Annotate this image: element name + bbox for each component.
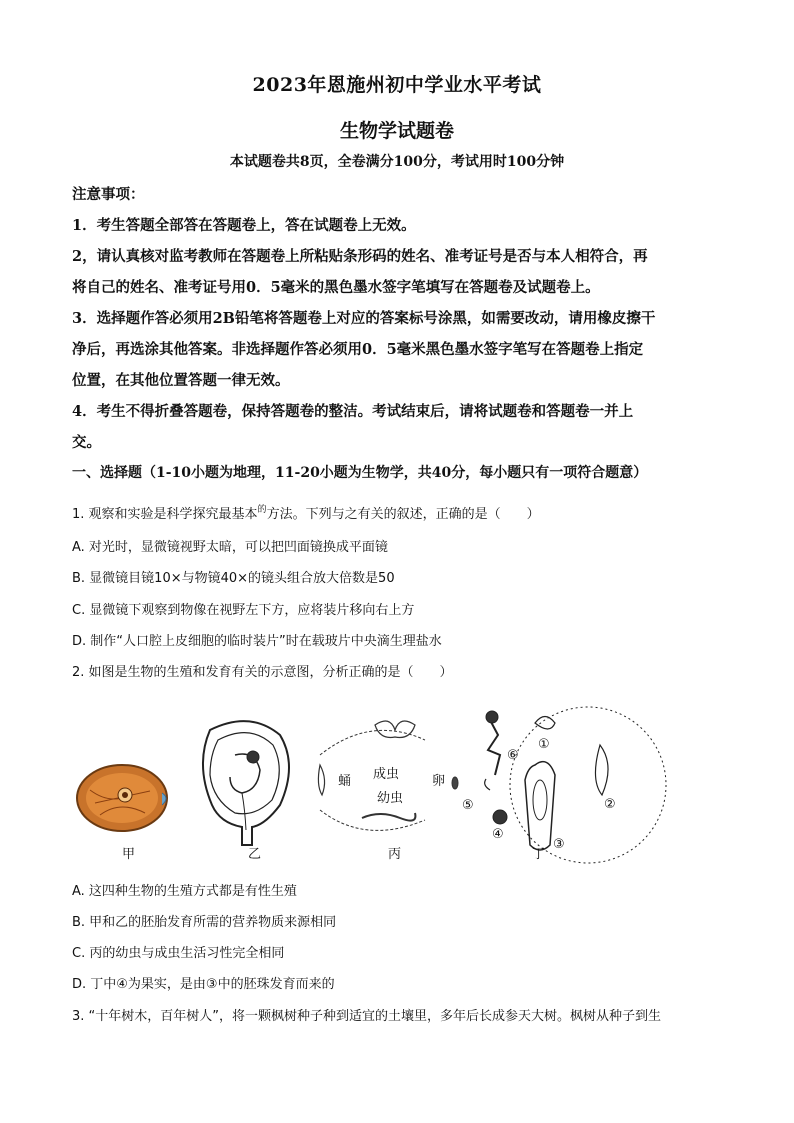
reproduction-figure (70, 695, 720, 870)
label-pupa: 蛹 (338, 774, 352, 789)
option-a: A. 这四种生物的生殖方式都是有性生殖 (72, 884, 297, 899)
label-circled-1: ① (538, 737, 550, 752)
option-c: C. 丙的幼虫与成虫生活习性完全相同 (72, 946, 285, 961)
note-line: 2，请认真核对监考教师在答题卷上所粘贴条形码的姓名、准考证号是否与本人相符合，再 (72, 248, 648, 265)
label-circled-5: ⑤ (462, 798, 474, 813)
label-circled-6: ⑥ (507, 748, 519, 763)
note-line: 位置，在其他位置答题一律无效。 (72, 372, 290, 389)
stem-part: 1. 观察和实验是科学探究最基本 (72, 507, 258, 522)
label-egg: 卵 (432, 774, 446, 789)
label-adult: 成虫 (373, 767, 400, 782)
question-2-stem: 2. 如图是生物的生殖和发育有关的示意图，分析正确的是（ ） (72, 665, 453, 680)
note-line: 3．选择题作答必须用2B铅笔将答题卷上对应的答案标号涂黑，如需要改动，请用橡皮擦干 (72, 310, 656, 327)
question-1-stem (72, 503, 540, 522)
option-b: B. 甲和乙的胚胎发育所需的营养物质来源相同 (72, 915, 337, 930)
label-bing: 丙 (388, 847, 402, 862)
label-ding: 丁 (532, 847, 546, 862)
label-jia: 甲 (122, 847, 136, 862)
option-b: B. 显微镜目镜10×与物镜40×的镜头组合放大倍数是50 (72, 571, 395, 586)
stem-mark: 的 (257, 505, 267, 515)
exam-subtitle: 生物学试题卷 (339, 120, 454, 142)
plant-lifecycle-drawing (485, 707, 666, 863)
notes-heading: 注意事项： (72, 186, 145, 203)
option-c: C. 显微镜下观察到物像在视野左下方，应将装片移向右上方 (72, 603, 415, 618)
label-circled-2: ② (604, 797, 616, 812)
option-d: D. 制作“人口腔上皮细胞的临时装片”时在载玻片中央滴生理盐水 (72, 634, 442, 649)
note-line: 净后，再选涂其他答案。非选择题作答必须用0．5毫米黑色墨水签字笔写在答题卷上指定 (72, 341, 644, 358)
exam-title: 2023年恩施州初中学业水平考试 (252, 74, 542, 96)
label-circled-4: ④ (492, 827, 504, 842)
note-line: 1．考生答题全部答在答题卷上，答在试题卷上无效。 (72, 217, 416, 234)
stem-part: 方法。下列与之有关的叙述，正确的是（ ） (266, 507, 540, 522)
note-line: 将自己的姓名、准考证号用0．5毫米的黑色墨水签字笔填写在答题卷及试题卷上。 (72, 279, 600, 296)
label-circled-3: ③ (553, 837, 565, 852)
label-larva: 幼虫 (377, 791, 404, 806)
note-line: 交。 (72, 434, 101, 451)
section-heading: 一、选择题（1-10小题为地理，11-20小题为生物学，共40分，每小题只有一项符合题意） (72, 465, 648, 481)
fetus-drawing (203, 721, 289, 845)
exam-info: 本试题卷共8页，全卷满分100分，考试用时100分钟 (229, 154, 565, 170)
label-yi: 乙 (248, 847, 262, 862)
option-d: D. 丁中④为果实，是由③中的胚珠发育而来的 (72, 977, 335, 992)
bird-egg-drawing (77, 765, 167, 831)
note-line: 4．考生不得折叠答题卷，保持答题卷的整洁。考试结束后，请将试题卷和答题卷一并上 (72, 403, 634, 420)
option-a: A. 对光时，显微镜视野太暗，可以把凹面镜换成平面镜 (72, 540, 388, 555)
question-3-stem: 3. “十年树木，百年树人”，将一颗枫树种子种到适宜的土壤里，多年后长成参天大树。枫树从种子到生 (72, 1009, 662, 1024)
